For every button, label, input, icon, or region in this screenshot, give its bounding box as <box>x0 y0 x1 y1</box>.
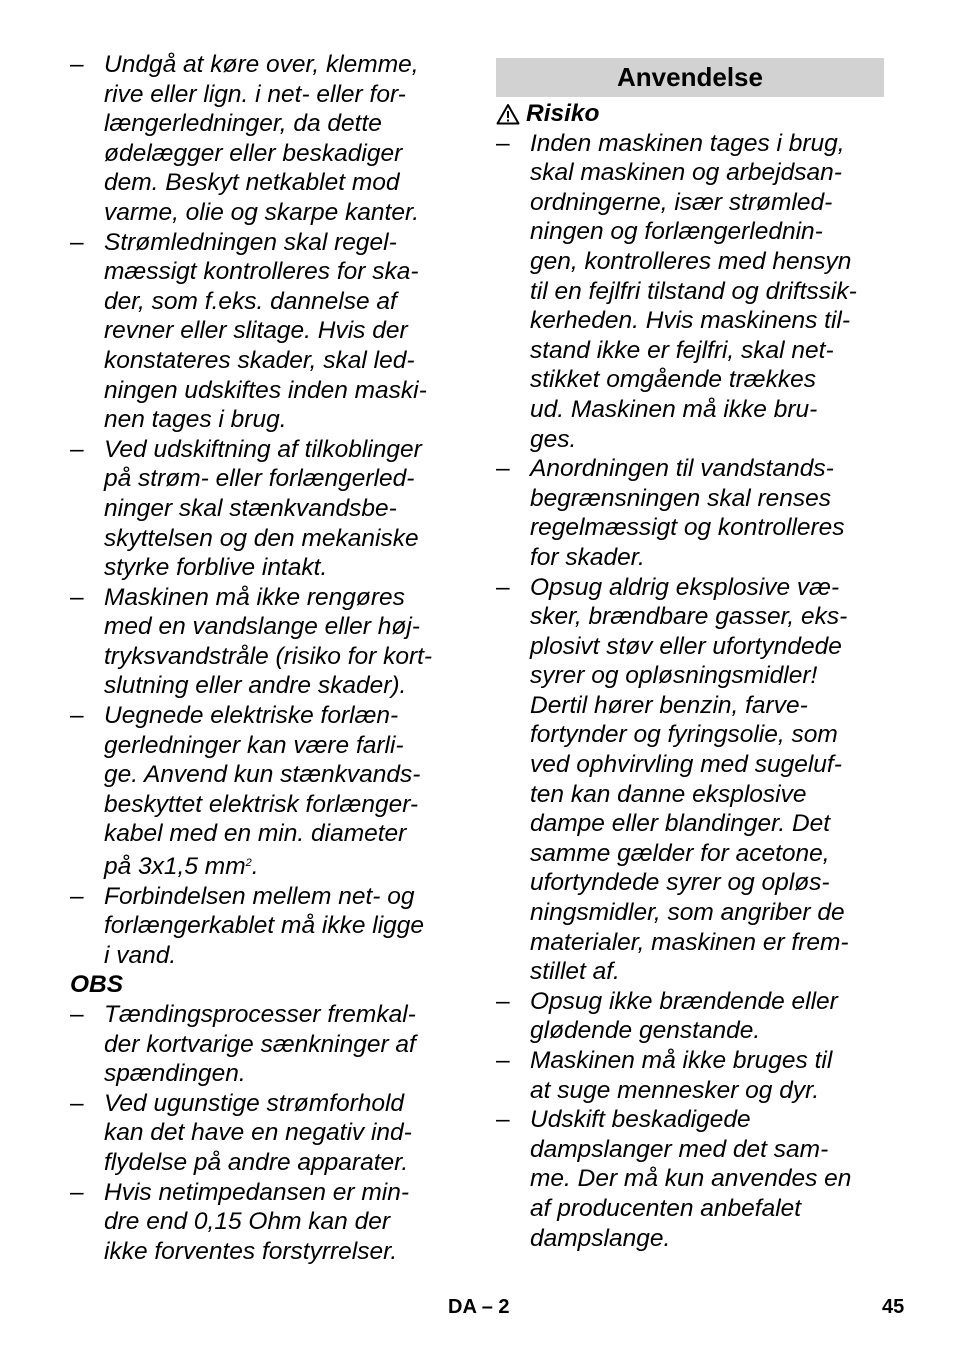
list-item <box>70 1000 465 1089</box>
text-line: ikke forventes forstyrrelser. <box>104 1237 398 1265</box>
obs-label: OBS <box>70 971 124 999</box>
text-line: ningen og forlængerlednin- <box>530 218 823 246</box>
text-line: Uegnede elektriske forlæn- <box>104 702 399 730</box>
list-item <box>70 583 465 701</box>
list-dash: – <box>496 129 510 157</box>
page-number: 45 <box>882 1296 905 1318</box>
list-item <box>70 701 465 882</box>
list-dash: – <box>70 1178 84 1206</box>
text-line: dem. Beskyt netkablet mod <box>104 169 400 197</box>
list-dash: – <box>70 435 84 463</box>
list-item <box>70 435 465 583</box>
list-item <box>496 129 884 455</box>
text-line: slutning eller andre skader). <box>104 672 407 700</box>
text-line: sker, brændbare gasser, eks- <box>530 603 848 631</box>
text-line: fortynder og fyringsolie, som <box>530 721 838 749</box>
text-line: på strøm- eller forlængerled- <box>104 465 415 493</box>
text-line: samme gælder for acetone, <box>530 839 830 867</box>
text-line: der kortvarige sænkninger af <box>104 1030 416 1058</box>
text-line: Dertil hører benzin, farve- <box>530 691 808 719</box>
text-line: flydelse på andre apparater. <box>104 1148 409 1176</box>
text-line: dampslange. <box>530 1224 671 1252</box>
text-line: tryksvandstråle (risiko for kort- <box>104 642 433 670</box>
right-list <box>496 129 884 1254</box>
risk-label-text: Risiko <box>526 100 600 127</box>
text-line: Udskift beskadigede <box>530 1106 751 1134</box>
text-line: Maskinen må ikke bruges til <box>530 1047 833 1074</box>
list-dash: – <box>70 1089 84 1117</box>
text-line: for skader. <box>530 543 645 571</box>
right-column <box>496 50 884 1253</box>
text-line: ninger skal stænkvandsbe- <box>104 494 397 522</box>
text-line: Forbindelsen mellem net- og <box>104 882 415 910</box>
text-line: kan det have en negativ ind- <box>104 1119 412 1147</box>
list-item <box>70 1178 465 1267</box>
list-item <box>496 987 884 1046</box>
text-line: Strømledningen skal regel- <box>104 228 397 256</box>
text-line: skal maskinen og arbejdsan- <box>530 159 842 187</box>
list-dash: – <box>496 1047 510 1074</box>
text-line: ødelægger eller beskadiger <box>104 139 403 167</box>
text-line <box>104 849 465 882</box>
text-span: på 3x1,5 mm <box>104 853 246 881</box>
list-dash: – <box>496 1106 510 1134</box>
text-line: ge. Anvend kun stænkvands- <box>104 761 421 789</box>
text-line: regelmæssigt og kontrolleres <box>530 514 845 542</box>
text-line: gerledninger kan være farli- <box>104 731 404 759</box>
text-line: med en vandslange eller høj- <box>104 613 420 641</box>
text-line: Ved ugunstige strømforhold <box>104 1089 405 1117</box>
text-line: varme, olie og skarpe kanter. <box>104 198 420 226</box>
text-line: stillet af. <box>530 958 620 986</box>
list-dash: – <box>70 1001 84 1028</box>
text-line: glødende genstande. <box>530 1017 761 1045</box>
text-line: ten kan danne eksplosive <box>530 780 807 808</box>
text-line: ufortyndede syrer og opløs- <box>530 869 830 897</box>
list-dash: – <box>70 583 84 611</box>
text-line: ges. <box>530 425 577 453</box>
text-line: til en fejlfri tilstand og driftssik- <box>530 277 857 305</box>
text-line: kerheden. Hvis maskinens til- <box>530 307 850 335</box>
text-line: dampslanger med det sam- <box>530 1135 829 1163</box>
text-line: forlængerkablet må ikke ligge <box>104 912 425 940</box>
text-line: stand ikke er fejlfri, skal net- <box>530 336 834 364</box>
text-line: plosivt støv eller ufortyndede <box>530 632 842 660</box>
text-line: stikket omgående trækkes <box>530 366 816 394</box>
text-line: revner eller slitage. Hvis der <box>104 317 408 345</box>
section-heading: Anvendelse <box>496 58 884 97</box>
list-dash: – <box>496 987 510 1015</box>
text-line: der, som f.eks. dannelse af <box>104 287 397 315</box>
text-line: Ved udskiftning af tilkoblinger <box>104 435 422 463</box>
list-item <box>496 454 884 572</box>
text-line: Maskinen må ikke rengøres <box>104 583 405 611</box>
risk-label <box>496 99 884 129</box>
text-line: nen tages i brug. <box>104 406 287 434</box>
list-dash: – <box>496 573 510 601</box>
text-line: Tændingsprocesser fremkal- <box>104 1001 416 1028</box>
text-line: Inden maskinen tages i brug, <box>530 129 845 157</box>
text-line: spændingen. <box>104 1060 246 1088</box>
list-dash: – <box>496 455 510 483</box>
text-line: at suge mennesker og dyr. <box>530 1076 820 1104</box>
text-line: ved ophvirvling med sugeluf- <box>530 751 842 779</box>
list-dash: – <box>70 51 84 78</box>
warning-triangle-icon <box>496 103 520 125</box>
text-line: dampe eller blandinger. Det <box>530 810 831 838</box>
text-line: Opsug ikke brændende eller <box>530 987 838 1015</box>
text-line: af producenten anbefalet <box>530 1194 802 1222</box>
text-line: ningsmidler, som angriber de <box>530 899 845 927</box>
text-line: mæssigt kontrolleres for ska- <box>104 258 419 286</box>
text-line: Hvis netimpedansen er min- <box>104 1178 410 1206</box>
list-dash: – <box>70 882 84 910</box>
text-line: me. Der må kun anvendes en <box>530 1165 852 1193</box>
text-line: Anordningen til vandstands- <box>530 455 834 483</box>
list-item <box>496 1046 884 1105</box>
text-line: ud. Maskinen må ikke bru- <box>530 395 818 423</box>
text-line: skyttelsen og den mekaniske <box>104 524 419 552</box>
text-line: materialer, maskinen er frem- <box>530 928 849 956</box>
list-dash: – <box>70 702 84 730</box>
text-line: beskyttet elektrisk forlænger- <box>104 790 419 818</box>
superscript: 2 <box>245 857 252 870</box>
text-line: rive eller lign. i net- eller for- <box>104 80 406 108</box>
list-item <box>496 1105 884 1253</box>
list-dash: – <box>70 228 84 256</box>
left-column <box>70 50 465 1266</box>
list-item <box>70 1089 465 1178</box>
text-span: . <box>251 853 259 881</box>
list-item <box>70 882 465 971</box>
text-line: dre end 0,15 Ohm kan der <box>104 1208 391 1236</box>
list-item <box>70 50 465 228</box>
text-line: begrænsningen skal renses <box>530 484 831 512</box>
text-line: ningen udskiftes inden maski- <box>104 376 427 404</box>
text-line: længerledninger, da dette <box>104 110 382 138</box>
text-line: syrer og opløsningsmidler! <box>530 662 818 690</box>
text-line: konstateres skader, skal led- <box>104 346 415 374</box>
list-item <box>70 228 465 435</box>
text-line: i vand. <box>104 941 177 969</box>
text-line: kabel med en min. diameter <box>104 820 407 848</box>
list-item <box>496 573 884 987</box>
text-line: ordningerne, især strømled- <box>530 188 833 216</box>
text-line: Undgå at køre over, klemme, <box>104 51 419 78</box>
text-line: gen, kontrolleres med hensyn <box>530 247 852 275</box>
text-line: styrke forblive intakt. <box>104 554 328 582</box>
footer-section-label: DA – 2 <box>448 1296 510 1318</box>
text-line: Opsug aldrig eksplosive væ- <box>530 573 840 601</box>
